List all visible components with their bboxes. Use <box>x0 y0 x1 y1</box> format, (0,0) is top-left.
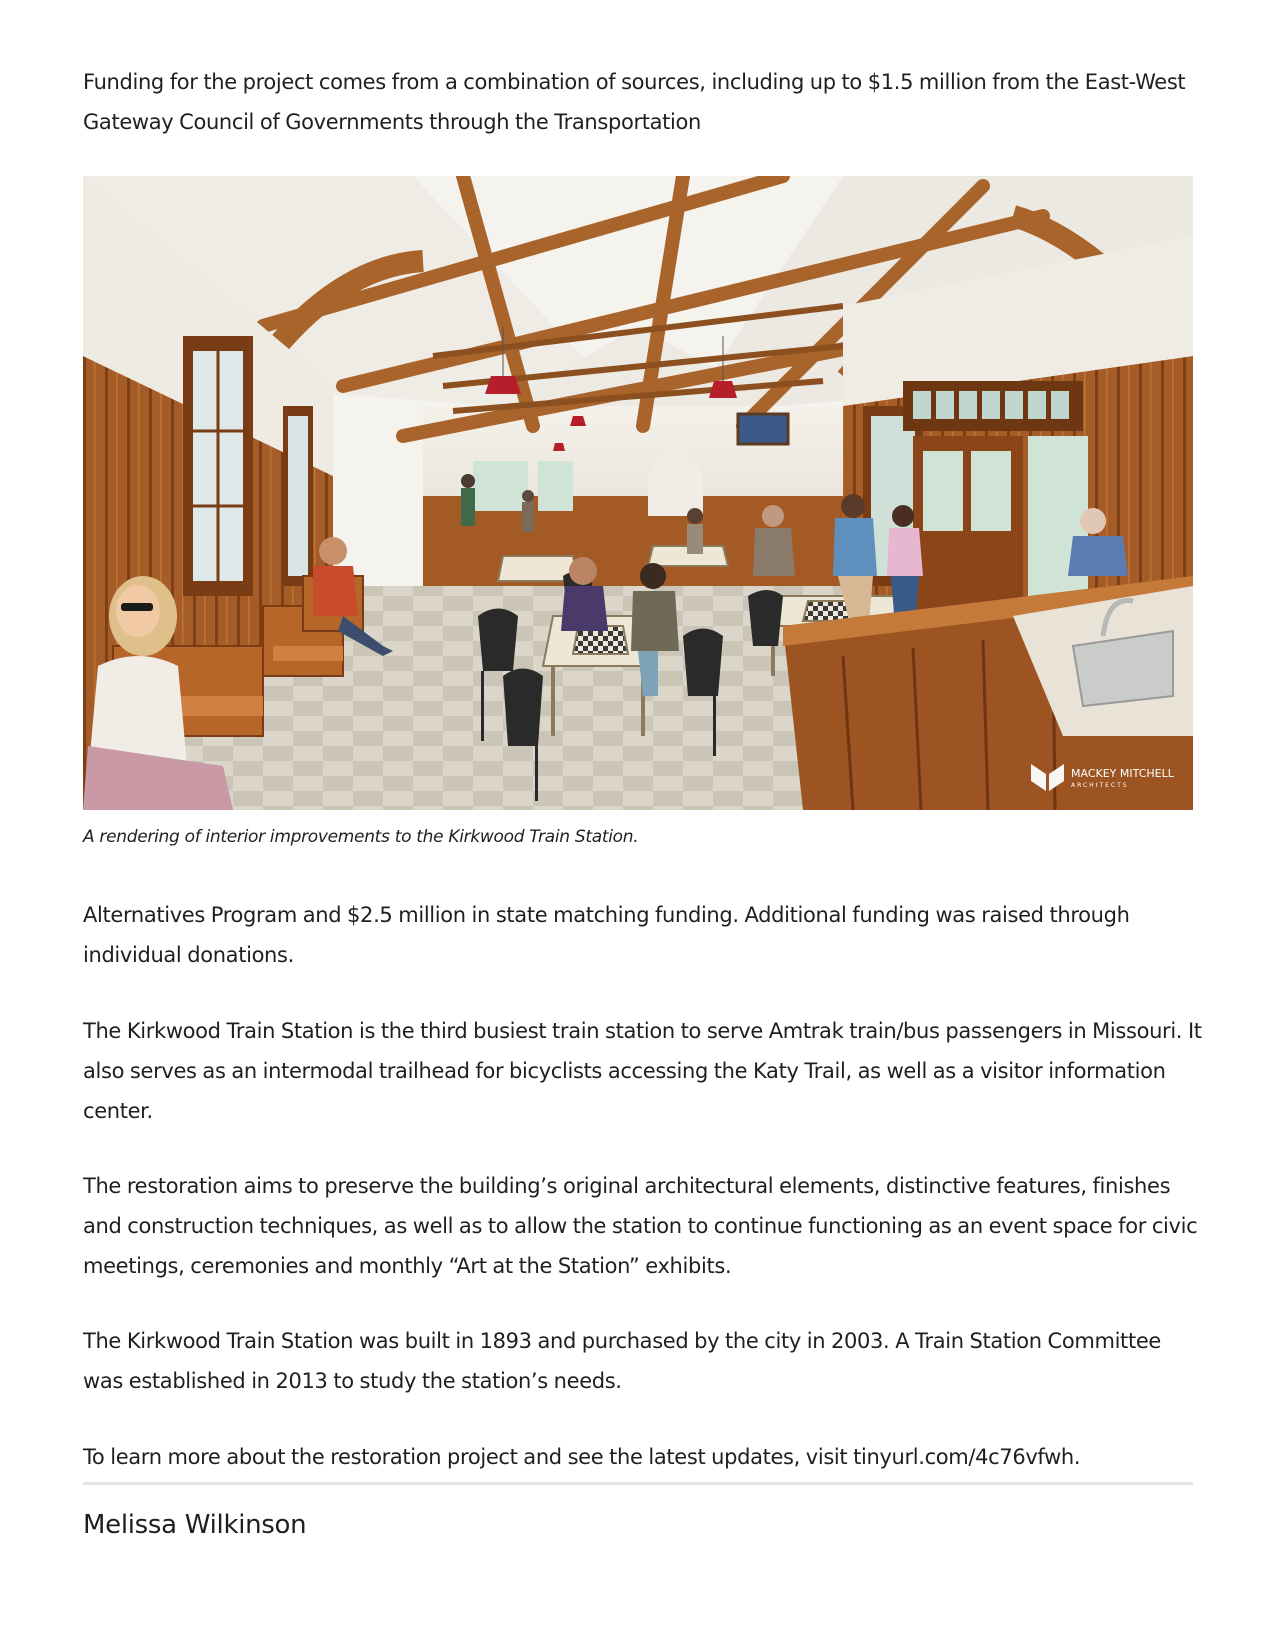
watermark-line1: MACKEY MITCHELL <box>1071 767 1174 780</box>
paragraph-funding-intro: Funding for the project comes from a combination of sources, including up to $1.5 million from the East-West Gateway Council of Governments through the Transportation <box>83 70 1186 134</box>
paragraph-busiest-station: The Kirkwood Train Station is the third busiest train station to serve Amtrak train/bus passengers in Missouri. It also serves as an intermodal trailhead for bicyclists accessing the Katy Trail, as well as a visitor information center. <box>83 1019 1202 1123</box>
paragraph-learn-more: To learn more about the restoration project and see the latest updates, visit tinyurl.com/4c76vfwh. <box>83 1445 1081 1469</box>
paragraph-restoration: The restoration aims to preserve the building’s original architectural elements, distinctive features, finishes and construction techniques, as well as to allow the station to continue functioning as an event space for civic meetings, ceremonies and monthly “Art at the Station” exhibits. <box>83 1174 1198 1278</box>
paragraph-history: The Kirkwood Train Station was built in 1893 and purchased by the city in 2003. A Train Station Committee was established in 2013 to study the station’s needs. <box>83 1329 1161 1393</box>
watermark-line2: ARCHITECTS <box>1071 782 1129 789</box>
figure-caption: A rendering of interior improvements to the Kirkwood Train Station. <box>83 827 639 847</box>
author-name: Melissa Wilkinson <box>83 1510 307 1540</box>
interior-rendering-image <box>83 176 1193 810</box>
paragraph-alternatives: Alternatives Program and $2.5 million in state matching funding. Additional funding was raised through individual donations. <box>83 903 1130 967</box>
author-divider <box>83 1482 1193 1485</box>
